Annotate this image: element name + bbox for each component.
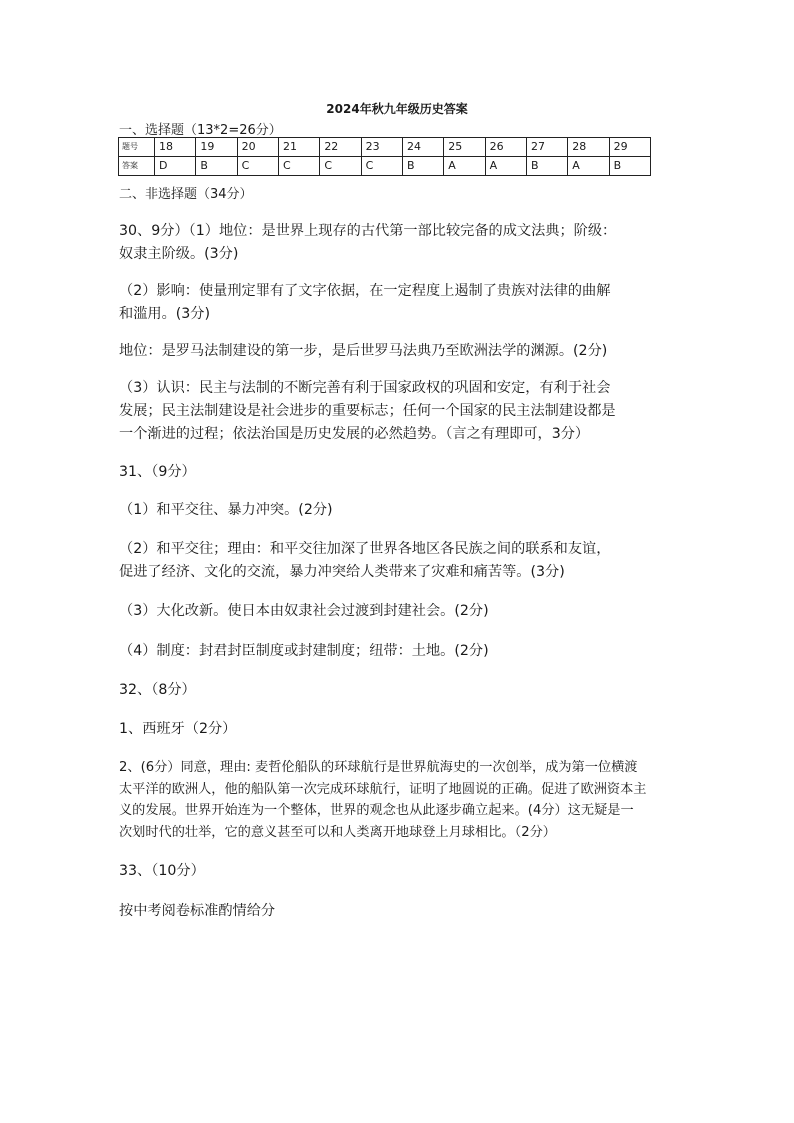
table-row-answers [119, 157, 651, 176]
text-line: 按中考阅卷标准酌情给分 [119, 903, 276, 919]
q32-heading [119, 679, 684, 702]
answer-cell: C [320, 157, 361, 176]
answer-cell: A [485, 157, 526, 176]
question-number: 25 [444, 138, 485, 157]
text-line: （1）和平交往、暴力冲突。(2分) [119, 502, 333, 518]
answer-cell: C [237, 157, 278, 176]
text-line: 发展；民主法制建设是社会进步的重要标志；任何一个国家的民主法制建设都是 [119, 403, 616, 419]
section-multiple-choice-heading: 一、选择题（13*2=26分） [119, 123, 282, 138]
answer-table [118, 137, 651, 176]
q30-part1 [119, 220, 684, 266]
text-line: 一个渐进的过程；依法治国是历史发展的必然趋势。（言之有理即可，3分） [119, 426, 590, 442]
question-number: 21 [278, 138, 319, 157]
text-line: （3）认识：民主与法制的不断完善有利于国家政权的巩固和安定，有利于社会 [119, 380, 611, 396]
text-line: 次划时代的壮举，它的意义甚至可以和人类离开地球登上月球相比。（2分） [119, 824, 556, 840]
q31-part2 [119, 538, 684, 584]
section-non-choice-heading: 二、非选择题（34分） [119, 187, 253, 202]
table-row-numbers [119, 138, 651, 157]
text-line: 30、9分）（1）地位：是世界上现存的古代第一部比较完备的成文法典；阶级： [119, 223, 617, 239]
text-line: 33、（10分） [119, 863, 205, 879]
question-number: 20 [237, 138, 278, 157]
text-line: 奴隶主阶级。(3分) [119, 246, 239, 262]
question-number: 27 [526, 138, 567, 157]
text-line: 1、西班牙（2分） [119, 721, 237, 737]
text-line: （4）制度：封君封臣制度或封建制度；纽带：土地。(2分) [119, 643, 489, 659]
text-line: 32、（8分） [119, 682, 196, 698]
q32-part1 [119, 718, 684, 741]
answer-cell: B [196, 157, 237, 176]
q33-heading [119, 860, 684, 883]
q31-part4 [119, 640, 684, 663]
q31-part3 [119, 600, 684, 623]
text-line: 义的发展。世界开始连为一个整体，世界的观念也从此逐步确立起来。(4分）这无疑是一 [119, 803, 634, 818]
text-line: 和滥用。(3分) [119, 306, 211, 322]
text-line: 31、（9分） [119, 464, 196, 480]
text-line: （2）影响：使量刑定罪有了文字依据，在一定程度上遏制了贵族对法律的曲解 [119, 283, 611, 299]
text-line: （2）和平交往；理由：和平交往加深了世界各地区各民族之间的联系和友谊， [119, 541, 611, 557]
text-line: 促进了经济、文化的交流，暴力冲突给人类带来了灾难和痛苦等。(3分) [119, 564, 565, 580]
answer-cell: C [278, 157, 319, 176]
text-line: 地位：是罗马法制建设的第一步，是后世罗马法典乃至欧洲法学的渊源。(2分) [119, 343, 608, 359]
q32-part2 [119, 757, 684, 843]
q31-heading [119, 461, 684, 484]
answer-cell: B [402, 157, 443, 176]
question-number: 23 [361, 138, 402, 157]
q30-part2-status [119, 340, 684, 363]
q30-part3 [119, 377, 684, 446]
answer-cell: A [444, 157, 485, 176]
q30-part2 [119, 280, 684, 326]
question-number: 29 [609, 138, 650, 157]
text-line: 2、(6分）同意，理由: 麦哲伦船队的环球航行是世界航海史的一次创举，成为第一位横渡 [119, 760, 638, 775]
answer-cell: B [609, 157, 650, 176]
page-title: 2024年秋九年级历史答案 [326, 102, 468, 116]
question-number: 24 [402, 138, 443, 157]
answer-cell: B [526, 157, 567, 176]
question-number: 18 [155, 138, 196, 157]
row-header-answer: 答案 [119, 157, 155, 176]
answer-cell: A [568, 157, 609, 176]
answer-cell: D [155, 157, 196, 176]
q33-part1 [119, 900, 684, 923]
row-header-number: 题号 [119, 138, 155, 157]
question-number: 28 [568, 138, 609, 157]
question-number: 26 [485, 138, 526, 157]
question-number: 19 [196, 138, 237, 157]
answer-cell: C [361, 157, 402, 176]
question-number: 22 [320, 138, 361, 157]
q31-part1 [119, 499, 684, 522]
text-line: 太平洋的欧洲人，他的船队第一次完成环球航行，证明了地圆说的正确。促进了欧洲资本主 [119, 781, 647, 797]
text-line: （3）大化改新。使日本由奴隶社会过渡到封建社会。(2分) [119, 603, 489, 619]
